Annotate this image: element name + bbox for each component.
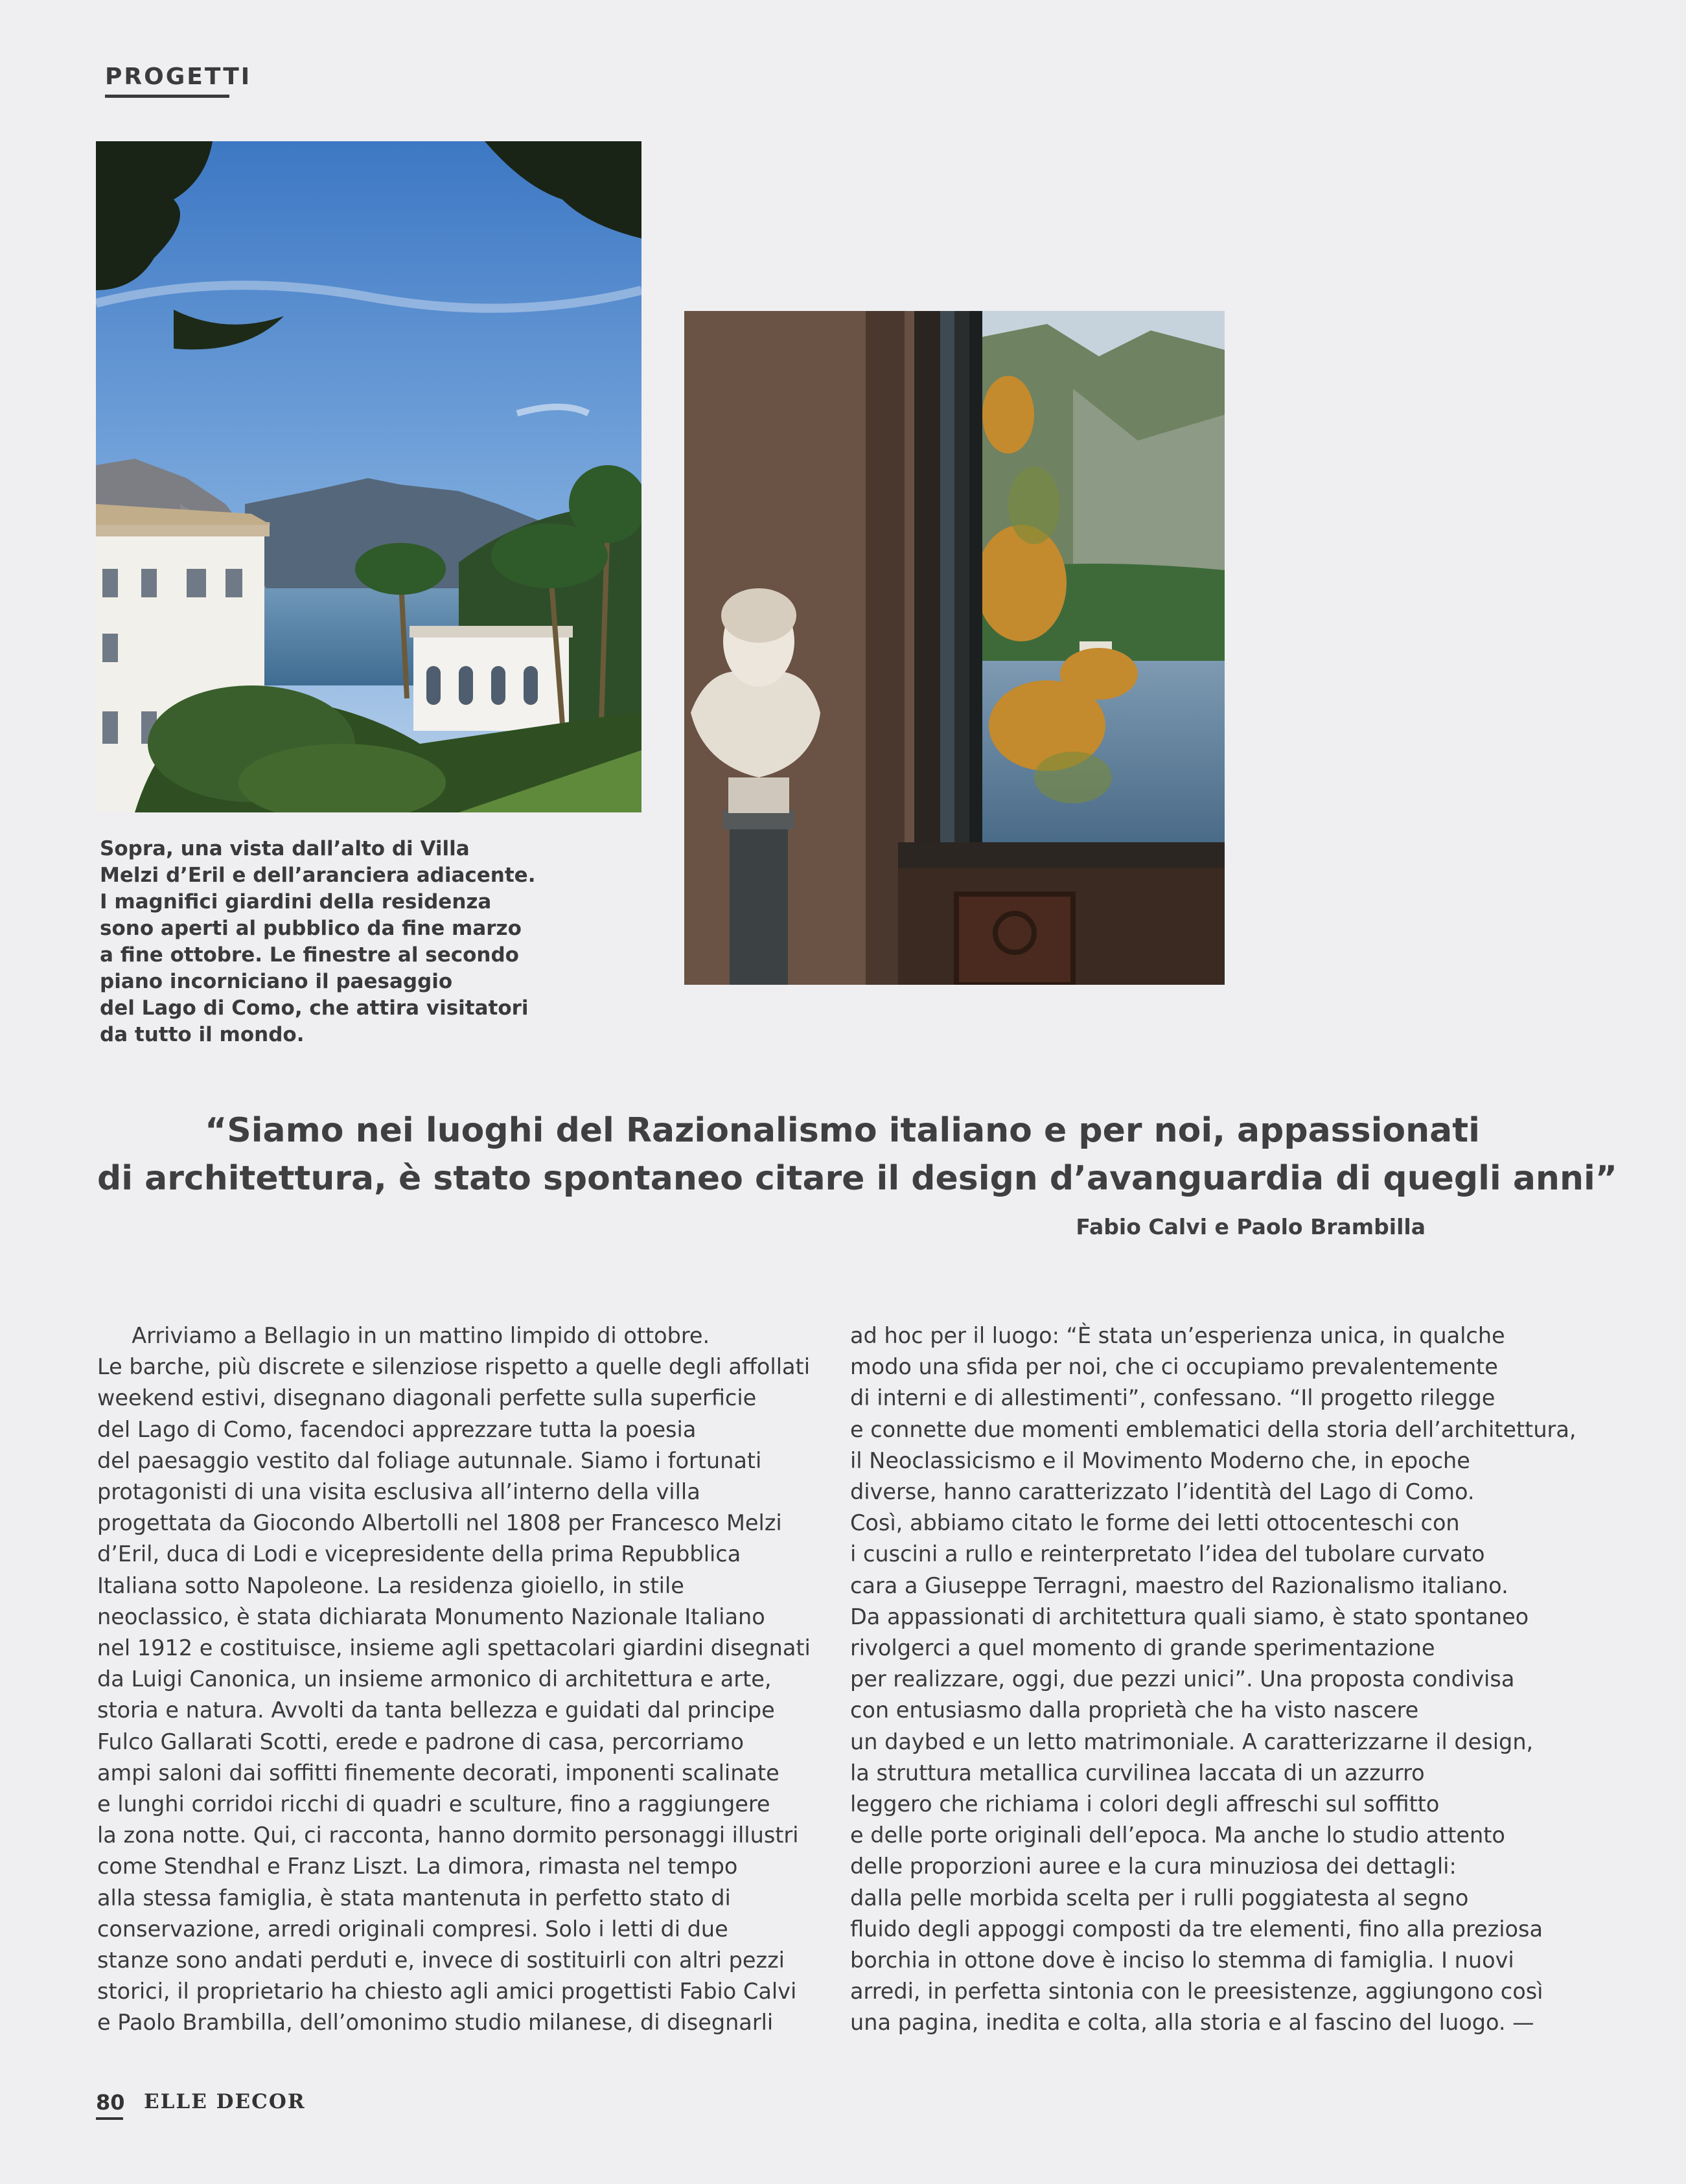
window-photo-drawing — [684, 311, 1225, 985]
body-line: Da appassionati di architettura quali siamo, è stato spontaneo — [850, 1604, 1529, 1629]
body-line: il Neoclassicismo e il Movimento Moderno che, in epoche — [850, 1447, 1470, 1473]
body-line: Arriviamo a Bellagio in un mattino limpido di ottobre. — [97, 1323, 710, 1348]
body-line: dalla pelle morbida scelta per i rulli poggiatesta al segno — [850, 1885, 1469, 1911]
body-line: d’Eril, duca di Lodi e vicepresidente della prima Repubblica — [97, 1541, 741, 1567]
body-line: modo una sfida per noi, che ci occupiamo prevalentemente — [850, 1354, 1498, 1380]
body-line: con entusiasmo dalla proprietà che ha visto nascere — [850, 1697, 1419, 1723]
pull-quote-line: “Siamo nei luoghi del Razionalismo italiano e per noi, appassionati — [205, 1111, 1480, 1150]
body-line: alla stessa famiglia, è stata mantenuta in perfetto stato di — [97, 1885, 731, 1911]
body-line: fluido degli appoggi composti da tre elementi, fino alla preziosa — [850, 1916, 1543, 1942]
body-line: diverse, hanno caratterizzato l’identità del Lago di Como. — [850, 1479, 1475, 1505]
body-line: come Stendhal e Franz Liszt. La dimora, rimasta nel tempo — [97, 1854, 738, 1879]
caption-line: sono aperti al pubblico da fine marzo — [100, 917, 522, 940]
section-label-underline — [105, 95, 229, 98]
body-line: weekend estivi, disegnano diagonali perfette sulla superficie — [97, 1385, 757, 1411]
quote-attribution: Fabio Calvi e Paolo Brambilla — [1076, 1214, 1426, 1239]
article-column-right — [850, 1320, 1576, 2039]
body-line: da Luigi Canonica, un insieme armonico di architettura e arte, — [97, 1666, 772, 1692]
caption-line: Sopra, una vista dall’alto di Villa — [100, 837, 470, 860]
body-line: arredi, in perfetta sintonia con le preesistenze, aggiungono così — [850, 1979, 1543, 2005]
body-line: per realizzare, oggi, due pezzi unici”. Una proposta condivisa — [850, 1666, 1515, 1692]
body-line: Fulco Gallarati Scotti, erede e padrone di casa, percorriamo — [97, 1729, 744, 1754]
body-line: progettata da Giocondo Albertolli nel 1808 per Francesco Melzi — [97, 1510, 782, 1536]
caption-line: a fine ottobre. Le finestre al secondo — [100, 943, 519, 967]
body-line: nel 1912 e costituisce, insieme agli spettacolari giardini disegnati — [97, 1635, 811, 1661]
body-line: la zona notte. Qui, ci racconta, hanno dormito personaggi illustri — [97, 1822, 799, 1848]
body-line: un daybed e un letto matrimoniale. A caratterizzarne il design, — [850, 1729, 1534, 1754]
body-line: i cuscini a rullo e reinterpretato l’idea del tubolare curvato — [850, 1541, 1485, 1567]
body-line: e Paolo Brambilla, dell’omonimo studio milanese, di disegnarli — [97, 2010, 774, 2036]
body-line: di interni e di allestimenti”, confessano. “Il progetto rilegge — [850, 1385, 1495, 1411]
body-line: Le barche, più discrete e silenziose rispetto a quelle degli affollati — [97, 1354, 811, 1380]
body-line: cara a Giuseppe Terragni, maestro del Razionalismo italiano. — [850, 1572, 1508, 1598]
body-line: e lunghi corridoi ricchi di quadri e sculture, fino a raggiungere — [97, 1791, 770, 1817]
pull-quote — [97, 1107, 1617, 1202]
body-line: la struttura metallica curvilinea laccata di un azzurro — [850, 1760, 1425, 1786]
body-line: ad hoc per il luogo: “È stata un’esperienza unica, in qualche — [850, 1323, 1505, 1348]
window-photo — [684, 311, 1225, 985]
villa-photo — [96, 141, 641, 812]
body-line: Così, abbiamo citato le forme dei letti ottocenteschi con — [850, 1510, 1460, 1536]
section-label: PROGETTI — [105, 63, 252, 90]
body-line: stanze sono andati perduti e, invece di sostituirli con altri pezzi — [97, 1948, 785, 1973]
body-line: neoclassico, è stata dichiarata Monumento Nazionale Italiano — [97, 1604, 765, 1629]
body-line: rivolgerci a quel momento di grande sperimentazione — [850, 1635, 1435, 1661]
photo-caption — [100, 836, 536, 1048]
body-line: storici, il proprietario ha chiesto agli amici progettisti Fabio Calvi — [97, 1979, 797, 2005]
page-number-underline — [96, 2117, 123, 2120]
body-line: una pagina, inedita e colta, alla storia e al fascino del luogo. — — [850, 2010, 1534, 2036]
body-line: delle proporzioni auree e la cura minuziosa dei dettagli: — [850, 1854, 1457, 1879]
body-line: conservazione, arredi originali compresi. Solo i letti di due — [97, 1916, 728, 1942]
body-line: leggero che richiama i colori degli affreschi sul soffitto — [850, 1791, 1440, 1817]
body-line: borchia in ottone dove è inciso lo stemma di famiglia. I nuovi — [850, 1948, 1514, 1973]
body-line: del Lago di Como, facendoci apprezzare tutta la poesia — [97, 1416, 697, 1442]
body-line: protagonisti di una visita esclusiva all’interno della villa — [97, 1479, 700, 1505]
body-line: del paesaggio vestito dal foliage autunnale. Siamo i fortunati — [97, 1447, 762, 1473]
caption-line: Melzi d’Eril e dell’aranciera adiacente. — [100, 864, 536, 887]
body-line: e connette due momenti emblematici della storia dell’architettura, — [850, 1416, 1576, 1442]
magazine-name: ELLE DECOR — [144, 2090, 306, 2113]
pull-quote-line: di architettura, è stato spontaneo citare il design d’avanguardia di quegli anni” — [97, 1159, 1617, 1198]
article-column-left — [97, 1320, 823, 2039]
body-line: ampi saloni dai soffitti finemente decorati, imponenti scalinate — [97, 1760, 779, 1786]
caption-line: I magnifici giardini della residenza — [100, 890, 492, 914]
caption-line: piano incorniciano il paesaggio — [100, 970, 453, 993]
caption-line: del Lago di Como, che attira visitatori — [100, 996, 529, 1020]
body-line: storia e natura. Avvolti da tanta bellezza e guidati dal principe — [97, 1697, 775, 1723]
villa-photo-drawing — [96, 141, 641, 812]
body-line: Italiana sotto Napoleone. La residenza gioiello, in stile — [97, 1572, 684, 1598]
caption-line: da tutto il mondo. — [100, 1023, 305, 1046]
page-number: 80 — [96, 2090, 125, 2115]
body-line: e delle porte originali dell’epoca. Ma anche lo studio attento — [850, 1822, 1505, 1848]
